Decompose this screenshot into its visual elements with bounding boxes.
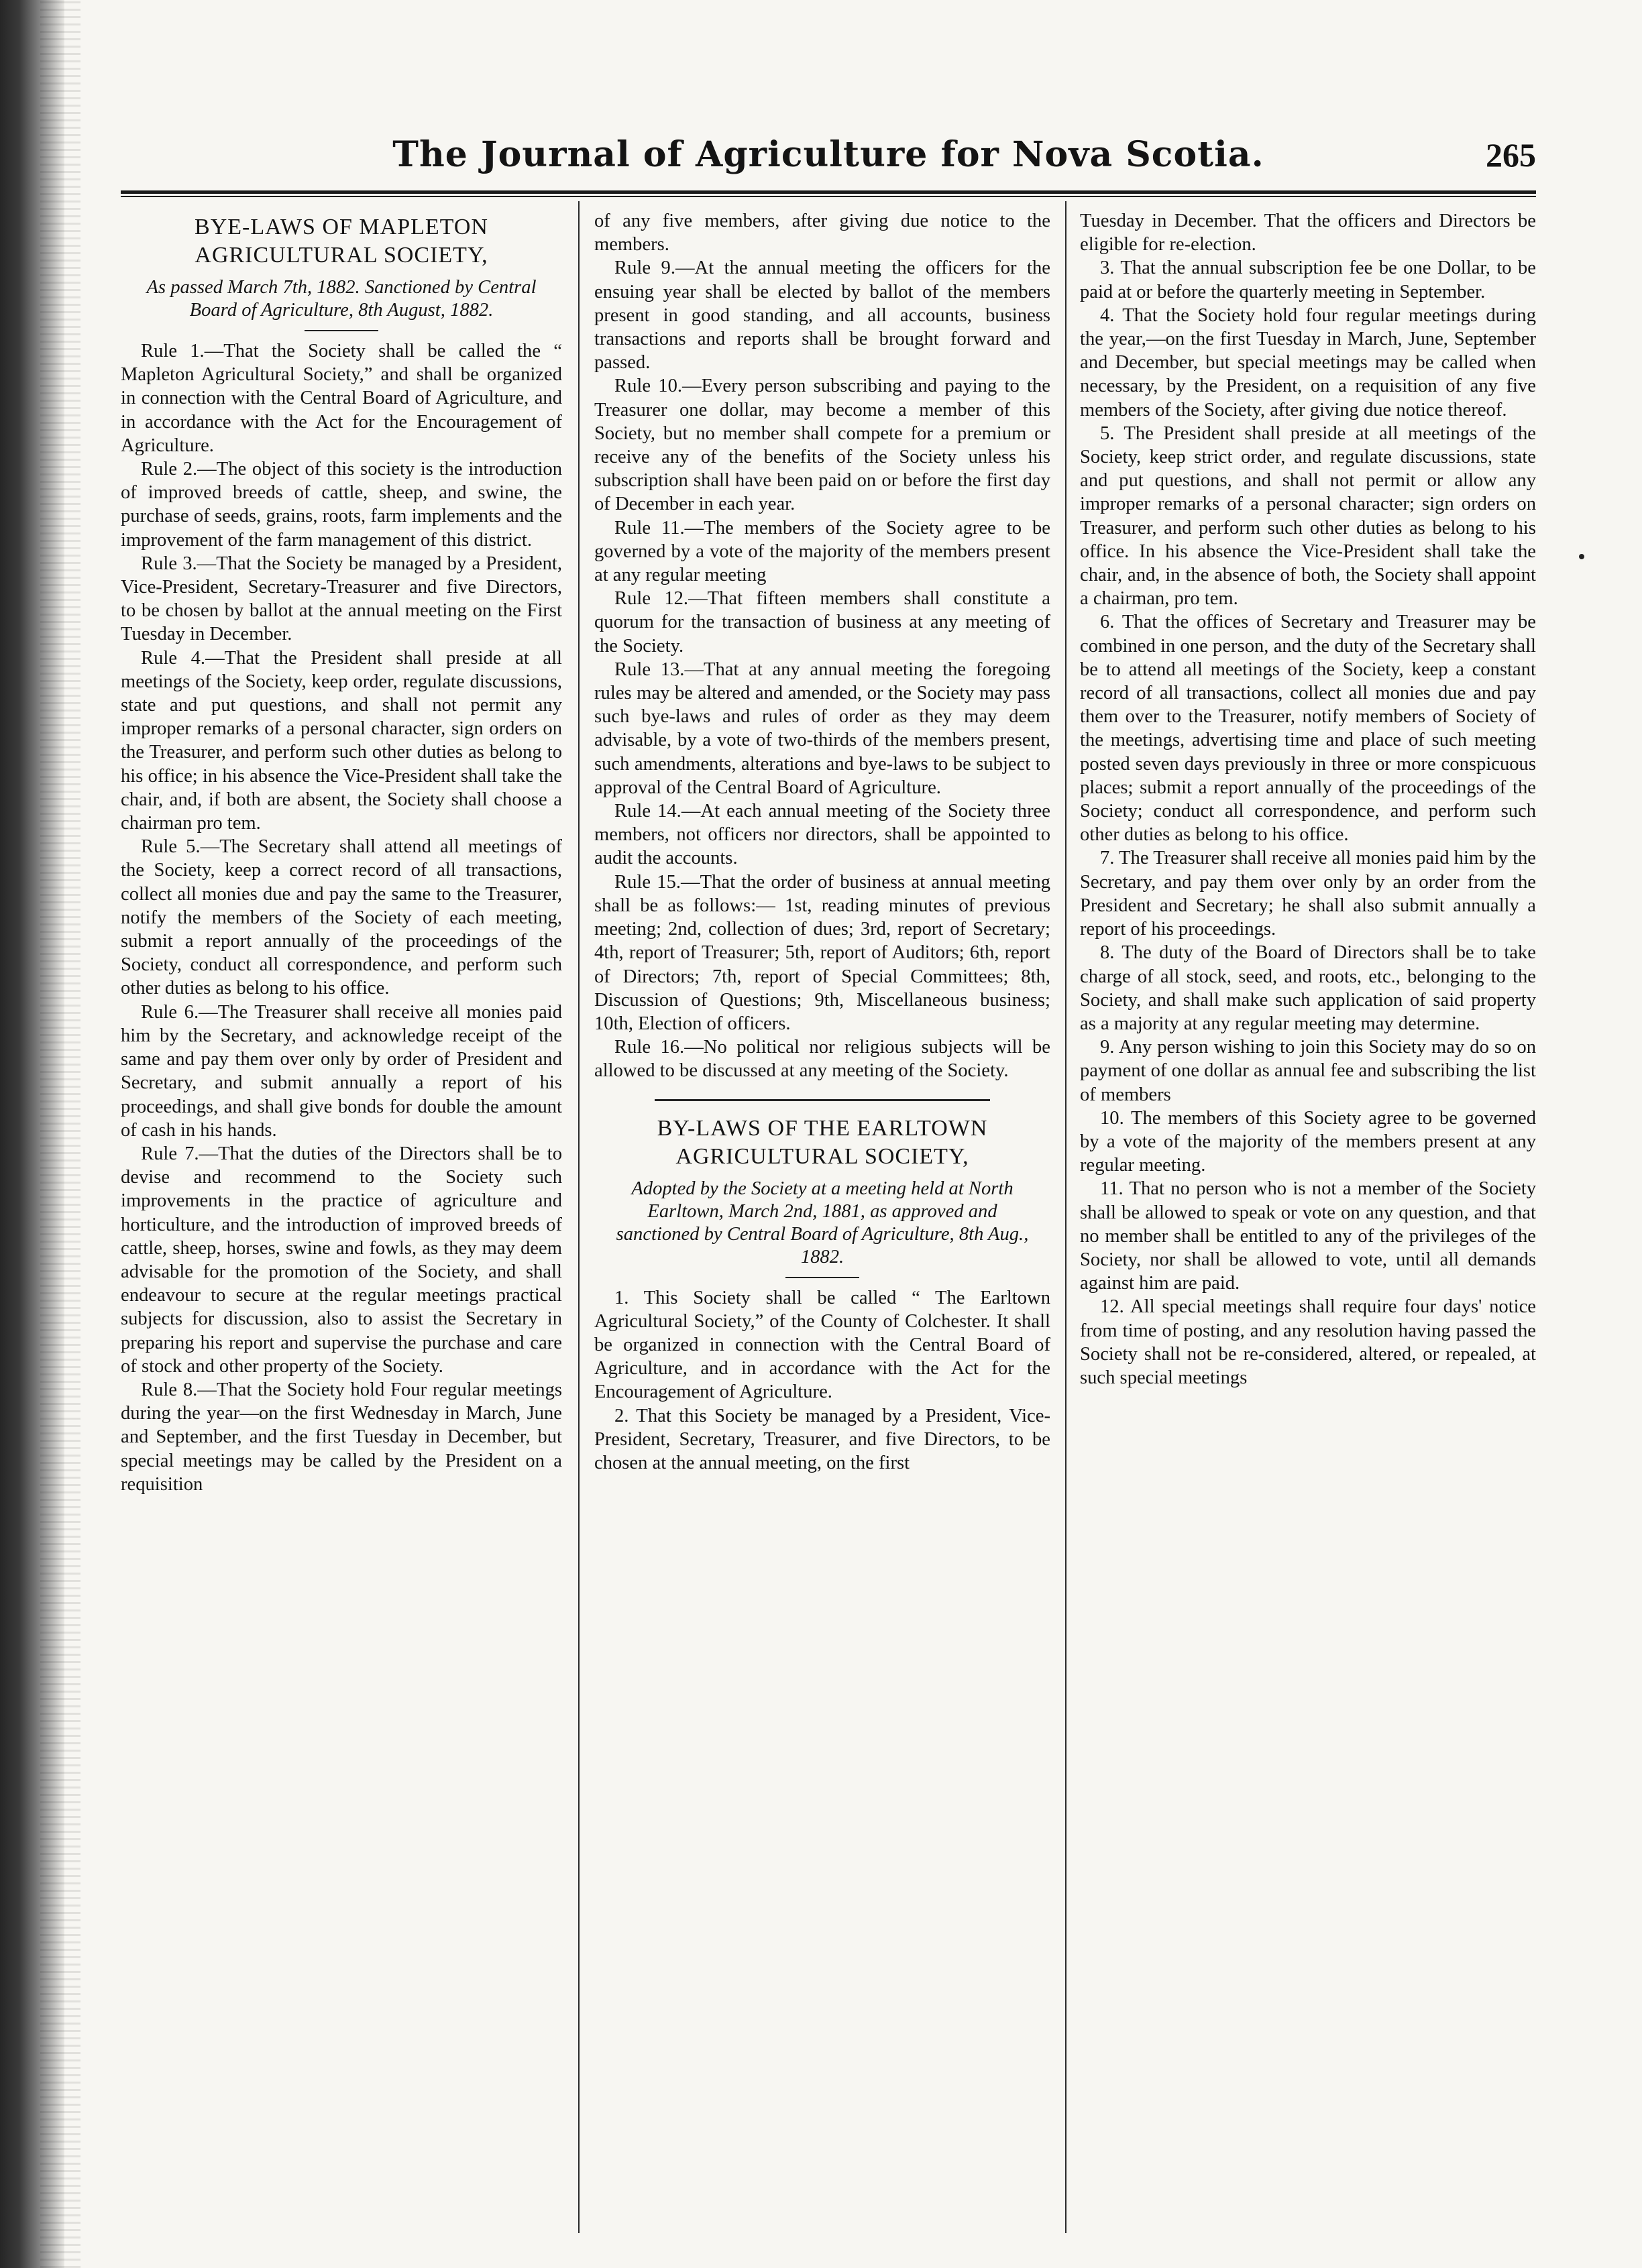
article-heading-earltown: BY-LAWS OF THE EARLTOWN AGRICULTURAL SOCIETY, xyxy=(657,1115,988,1169)
rule-paragraph: 3. That the annual subscription fee be one Dollar, to be paid at or before the quarterly meeting in September. xyxy=(1080,258,1536,302)
rule-paragraph: Rule 12.—That fifteen members shall constitute a quorum for the transaction of business at any meeting of the Society. xyxy=(594,588,1050,657)
rule-paragraph: Rule 4.—That the President shall preside at all meetings of the Society, keep order, regulate discussions, state and put questions, and shall not permit any improper remarks of a personal character, sign orders on the Treasurer, and perform such other duties as belong to his office; in his absence the Vice-President shall take the chair, and, if both are absent, the Society shall choose a chairman pro tem. xyxy=(121,647,562,834)
rule-paragraph: Rule 15.—That the order of business at annual meeting shall be as follows:— 1st, reading minutes of previous meeting; 2nd, collection of dues; 3rd, report of Secretary; 4th, report of Treasurer; 5th, report of Auditors; 6th, report of Directors; 7th, report of Special Committees; 8th, Discussion of Questions; 9th, Miscellaneous business; 10th, Election of officers. xyxy=(594,871,1050,1034)
ink-speck xyxy=(1579,554,1584,559)
rule-paragraph: Rule 3.—That the Society be managed by a President, Vice-President, Secretary-Treasurer and five Directors, to be chosen by ballot at the annual meeting on the First Tuesday in December. xyxy=(121,553,562,645)
article-subheading-mapleton: As passed March 7th, 1882. Sanctioned by Central Board of Agriculture, 8th August, 1882. xyxy=(146,277,537,321)
page-header xyxy=(121,134,1536,181)
short-rule xyxy=(305,330,378,331)
column-divider xyxy=(1065,201,1066,2233)
section-rule xyxy=(655,1099,990,1101)
rule-paragraph: Rule 16.—No political nor religious subjects will be allowed to be discussed at any meeting of the Society. xyxy=(594,1037,1050,1082)
rule-paragraph: Rule 2.—The object of this society is the introduction of improved breeds of cattle, sheep, and swine, the purchase of seeds, grains, roots, farm implements and the improvement of the farm management of this district. xyxy=(121,459,562,551)
rule-paragraph: 12. All special meetings shall require four days' notice from time of posting, and any resolution having passed the Society shall not be re-considered, altered, or repealed, at such special meetings xyxy=(1080,1296,1536,1388)
journal-title: The Journal of Agriculture for Nova Scotia. xyxy=(392,134,1264,175)
rule-paragraph: Tuesday in December. That the officers and Directors be eligible for re-election. xyxy=(1080,211,1536,256)
rule-paragraph: Rule 8.—That the Society hold Four regular meetings during the year—on the first Wednesday in March, June and September, and the first Tuesday in December, but special meetings may be called by the President on a requisition xyxy=(121,1379,562,1495)
article-heading-mapleton: BYE-LAWS OF MAPLETON AGRICULTURAL SOCIETY, xyxy=(195,215,488,268)
column-divider xyxy=(578,201,580,2233)
column-1 xyxy=(121,209,562,2228)
header-rule xyxy=(121,190,1536,194)
rule-paragraph: 5. The President shall preside at all meetings of the Society, keep strict order, and regulate discussions, state and put questions, and shall not permit or allow any improper remarks of a personal character; sign orders on Treasurer, and perform such other duties as belong to his office. In his absence the Vice-President shall take the chair, and, in the absence of both, the Society shall appoint a chairman, pro tem. xyxy=(1080,422,1536,610)
rule-paragraph: 1. This Society shall be called “ The Earltown Agricultural Society,” of the County of Colchester. It shall be organized in connection with the Central Board of Agriculture, and in accordance with the Act for the Encouragement of Agriculture. xyxy=(594,1287,1050,1403)
short-rule xyxy=(785,1277,859,1278)
rule-paragraph: 9. Any person wishing to join this Society may do so on payment of one dollar as annual fee and subscribing the list of members xyxy=(1080,1037,1536,1105)
page-edge-texture xyxy=(40,0,80,2268)
header-rule-thin xyxy=(121,196,1536,197)
rule-paragraph: Rule 10.—Every person subscribing and paying to the Treasurer one dollar, may become a member of this Society, but no member shall compete for a premium or receive any of the benefits of the Society unless his subscription shall have been paid on or before the first day of December in each year. xyxy=(594,376,1050,515)
rule-paragraph: Rule 7.—That the duties of the Directors shall be to devise and recommend to the Society such improvements in the practice of agriculture and horticulture, and the introduction of improved breeds of cattle, sheep, horses, swine and fowls, as they may deem advisable for the promotion of the Society, and shall endeavour to secure at the regular meetings practical subjects for discussion, also to assist the Secretary in preparing his report and supervise the purchase and care of stock and other property of the Society. xyxy=(121,1143,562,1377)
rule-paragraph: Rule 5.—The Secretary shall attend all meetings of the Society, keep a correct record of all transactions, collect all monies due and pay the same to the Treasurer, notify the members of the Society of each meeting, submit a report annually of the proceedings of the Society, conduct all correspondence, and perform such other duties as belong to his office. xyxy=(121,836,562,999)
rule-paragraph: 11. That no person who is not a member of the Society shall be allowed to speak or vote on any question, and that no member shall be entitled to any of the privileges of the Society, nor shall be allowed to vote, until all demands against him are paid. xyxy=(1080,1178,1536,1294)
rule-paragraph: Rule 6.—The Treasurer shall receive all monies paid him by the Secretary, and acknowledge receipt of the same and pay them over only by order of President and Secretary, and submit annually a report of his proceedings, and shall give bonds for double the amount of cash in his hands. xyxy=(121,1001,562,1141)
rule-paragraph: 10. The members of this Society agree to be governed by a vote of the majority of the members present at any regular meeting. xyxy=(1080,1107,1536,1176)
rule-paragraph: 2. That this Society be managed by a President, Vice-President, Secretary, Treasurer, and five Directors, to be chosen at the annual meeting, on the first xyxy=(594,1405,1050,1473)
rule-paragraph: Rule 9.—At the annual meeting the officers for the ensuing year shall be elected by ballot of the members present in good standing, and all accounts, business transactions and reports shall be brought forward and passed. xyxy=(594,258,1050,374)
column-2 xyxy=(594,209,1050,2228)
rule-paragraph: of any five members, after giving due notice to the members. xyxy=(594,211,1050,256)
rule-paragraph: Rule 11.—The members of the Society agree to be governed by a vote of the majority of the members present at any regular meeting xyxy=(594,517,1050,586)
rule-paragraph: 6. That the offices of Secretary and Treasurer may be combined in one person, and the duty of the Secretary shall be to attend all meetings of the Society, keep a constant record of all transactions, collect all monies due and pay them over to the Treasurer, notify members of Society of the meetings, advertising time and place of such meeting posted seven days previously in three or more conspicuous places; submit a report annually of the proceedings of the Society; conduct all correspondence, and perform such other duties as belong to his office. xyxy=(1080,612,1536,846)
rule-paragraph: Rule 14.—At each annual meeting of the Society three members, not officers nor directors, shall be appointed to audit the accounts. xyxy=(594,801,1050,869)
rule-paragraph: 8. The duty of the Board of Directors shall be to take charge of all stock, seed, and roots, etc., belonging to the Society, and shall make such application of said property as a majority at any regular meeting may determine. xyxy=(1080,942,1536,1034)
column-3 xyxy=(1080,209,1536,2228)
rule-paragraph: Rule 1.—That the Society shall be called the “ Mapleton Agricultural Society,” and shall be organized in connection with the Central Board of Agriculture, and in accordance with the Act for the Encouragement of Agriculture. xyxy=(121,341,562,456)
rule-paragraph: Rule 13.—That at any annual meeting the foregoing rules may be altered and amended, or the Society may pass such bye-laws and rules of order as they may deem advisable, by a vote of two-thirds of the members present, such amendments, alterations and bye-laws to be subject to approval of the Central Board of Agriculture. xyxy=(594,659,1050,798)
rule-paragraph: 7. The Treasurer shall receive all monies paid him by the Secretary, and pay them over only by an order from the President and Secretary; he shall also submit annually a report of his proceedings. xyxy=(1080,848,1536,940)
page-number: 265 xyxy=(1486,136,1536,174)
rule-paragraph: 4. That the Society hold four regular meetings during the year,—on the first Tuesday in March, June, September and December, but special meetings may be called when necessary, by the President, on a requisition of any five members of the Society, after giving due notice thereof. xyxy=(1080,304,1536,420)
article-subheading-earltown: Adopted by the Society at a meeting held at North Earltown, March 2nd, 1881, as approved and sanctioned by Central Board of Agriculture, 8th Aug., 1882. xyxy=(616,1178,1029,1267)
